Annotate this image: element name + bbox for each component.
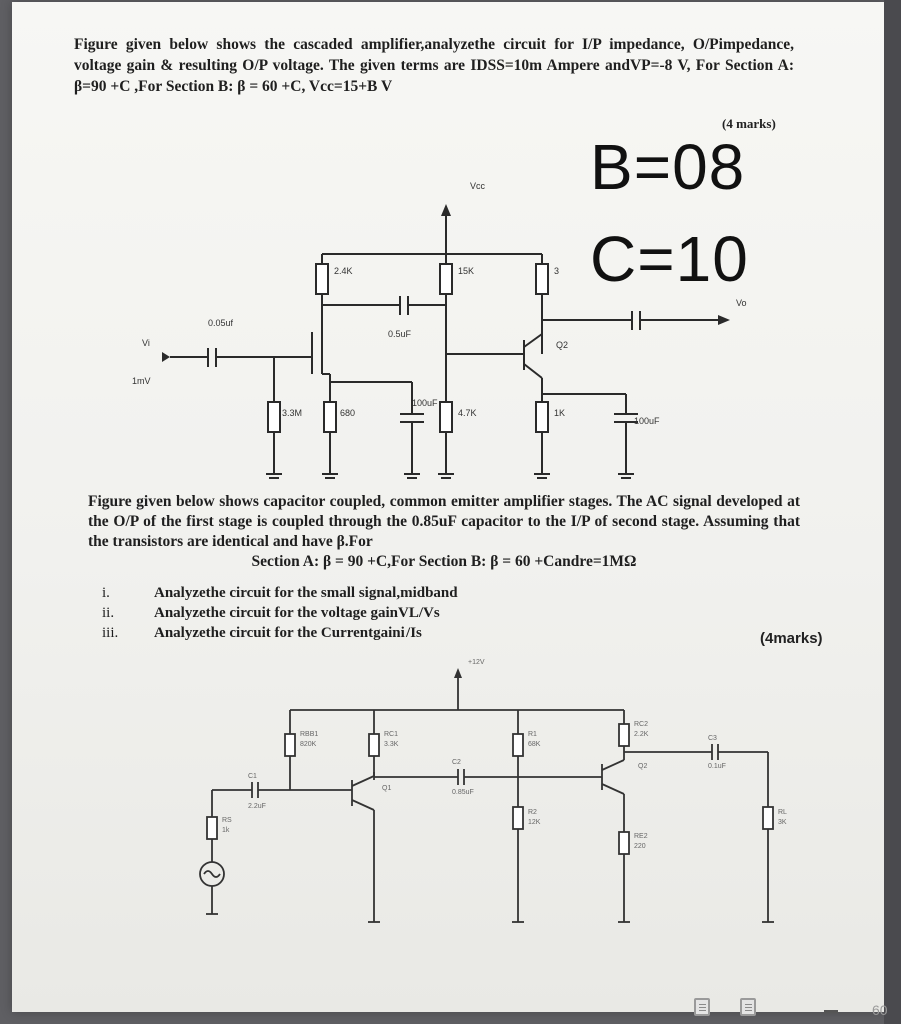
rbb1-value: 820K bbox=[300, 741, 317, 748]
question-2-block bbox=[88, 492, 800, 572]
supply-label: +12V bbox=[468, 659, 485, 666]
r1-label: R1 bbox=[528, 731, 537, 738]
c2-label: C2 bbox=[452, 759, 461, 766]
bypass-capacitor-2-label: 100uF bbox=[634, 416, 660, 426]
item-number: i. bbox=[102, 585, 110, 601]
rc2-label: RC2 bbox=[634, 721, 649, 728]
bypass-capacitor-1-label: 100uF bbox=[412, 398, 438, 408]
vo-label: Vo bbox=[736, 298, 747, 308]
question-2-marks: (4marks) bbox=[760, 630, 823, 647]
re2-value: 220 bbox=[634, 843, 646, 850]
rs-value: 1k bbox=[222, 827, 230, 834]
document-icon[interactable] bbox=[740, 998, 756, 1016]
item-number: ii. bbox=[102, 605, 115, 621]
resistor-15k-label: 15K bbox=[458, 266, 475, 276]
resistor-3-label: 3 bbox=[554, 266, 560, 276]
rc2-value: 2.2K bbox=[634, 731, 649, 738]
resistor-3-3m-label: 3.3M bbox=[282, 408, 303, 418]
input-capacitor-label: 0.05uf bbox=[208, 318, 234, 328]
question-1-marks: (4 marks) bbox=[722, 116, 776, 131]
c3-label: C3 bbox=[708, 735, 717, 742]
item-text: Analyzethe circuit for the voltage gainVL/Vs bbox=[154, 605, 440, 621]
question-2-sections: Section A: β = 90 +C,For Section B: β = 60 +Candre=1MΩ bbox=[251, 553, 637, 570]
rl-value: 3K bbox=[778, 819, 787, 826]
question-item bbox=[102, 583, 802, 603]
c3-value: 0.1uF bbox=[708, 763, 726, 770]
minimize-icon[interactable] bbox=[824, 1010, 838, 1013]
resistor-680-label: 680 bbox=[340, 408, 356, 418]
c1-value: 2.2uF bbox=[248, 803, 266, 810]
item-text: Analyzethe circuit for the Currentgaini /Is bbox=[154, 625, 422, 641]
background-edge bbox=[884, 0, 901, 1024]
question-2-items bbox=[102, 583, 802, 643]
q2-label: Q2 bbox=[638, 763, 648, 770]
rl-label: RL bbox=[778, 809, 787, 816]
transistor-q2-label: Q2 bbox=[556, 340, 569, 350]
r2-value: 12K bbox=[528, 819, 541, 826]
resistor-4-7k-label: 4.7K bbox=[458, 408, 477, 418]
resistor-2-4k-label: 2.4K bbox=[334, 266, 353, 276]
handwritten-b-value: B=08 bbox=[590, 131, 746, 203]
handwritten-c-value: C=10 bbox=[590, 223, 749, 295]
coupling-capacitor-label: 0.5uF bbox=[388, 329, 412, 339]
c1-label: C1 bbox=[248, 773, 257, 780]
document-icon[interactable] bbox=[694, 998, 710, 1016]
page-number: 60 bbox=[872, 1002, 888, 1018]
r2-label: R2 bbox=[528, 809, 537, 816]
resistor-1k-label: 1K bbox=[554, 408, 566, 418]
question-item bbox=[102, 623, 802, 643]
question-2-text: Figure given below shows capacitor coupled, common emitter amplifier stages. The AC signal developed at the O/P of the first stage is coupled through the 0.85uF capacitor to the I/P of second stage. Assuming that the transistors are identical and have β.For bbox=[88, 493, 800, 550]
item-text: Analyzethe circuit for the small signal,midband bbox=[154, 585, 458, 601]
vi-amplitude-label: 1mV bbox=[132, 376, 151, 386]
rc1-label: RC1 bbox=[384, 731, 399, 738]
q1-label: Q1 bbox=[382, 785, 392, 792]
question-1-text: Figure given below shows the cascaded amplifier,analyzethe circuit for I/P impedance, O/Pimpedance, voltage gain & resulting O/P voltage. The given terms are IDSS=10m Ampere andVP=-8 V, For Section A: β=90 +C ,For Section B: β = 60 +C, Vcc=15+B V bbox=[74, 36, 794, 95]
c2-value: 0.85uF bbox=[452, 789, 474, 796]
two-stage-ce-amplifier-circuit bbox=[12, 652, 884, 952]
re2-label: RE2 bbox=[634, 833, 648, 840]
vi-label: Vi bbox=[142, 338, 150, 348]
rbb1-label: RBB1 bbox=[300, 731, 319, 738]
cascaded-amplifier-circuit bbox=[12, 2, 884, 492]
r1-value: 68K bbox=[528, 741, 541, 748]
question-item bbox=[102, 603, 802, 623]
item-number: iii. bbox=[102, 625, 119, 641]
vcc-label: Vcc bbox=[470, 181, 486, 191]
document-page bbox=[12, 2, 884, 1012]
rc1-value: 3.3K bbox=[384, 741, 399, 748]
rs-label: RS bbox=[222, 817, 232, 824]
